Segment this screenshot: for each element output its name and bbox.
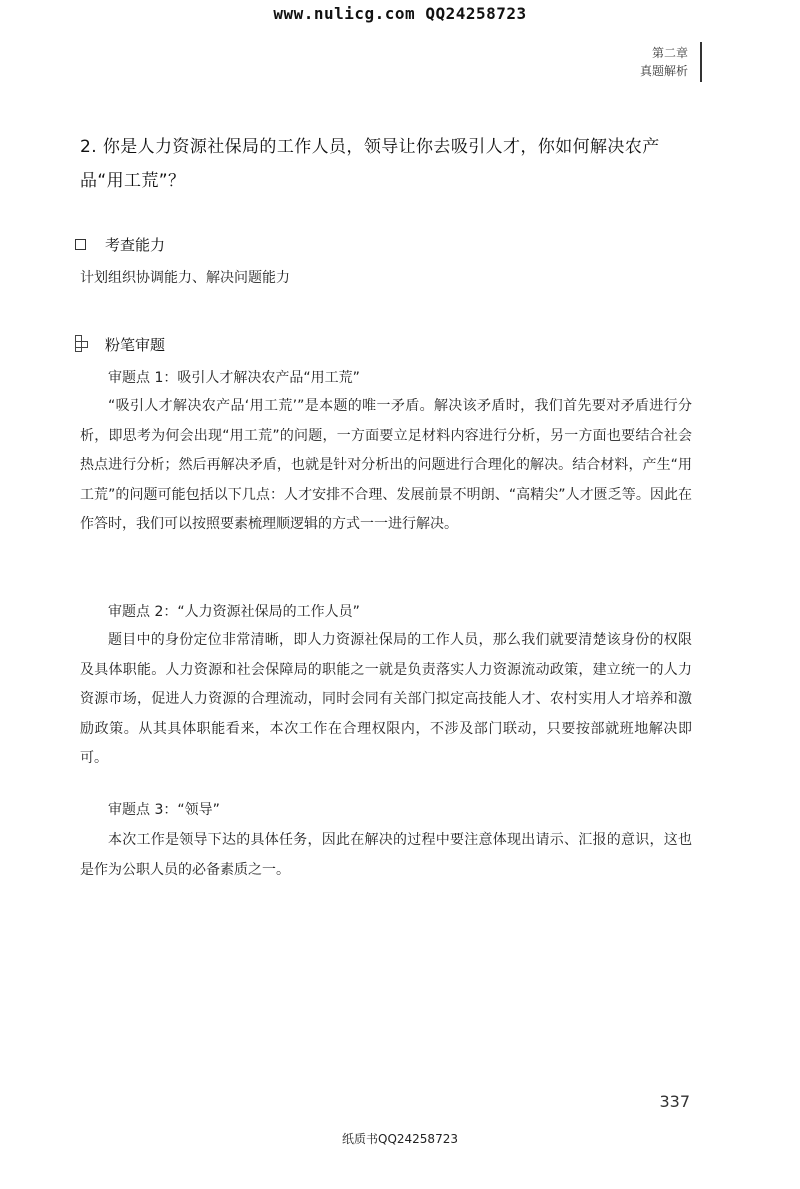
section-ability-title: 考查能力 bbox=[105, 236, 166, 254]
point1-body: “吸引人才解决农产品‘用工荒’”是本题的唯一矛盾。解决该矛盾时，我们首先要对矛盾进行分析，即思考为何会出现“用工荒”的问题，一方面要立足材料内容进行分析，另一方面也要结合社会热点进行分析；然后再解决矛盾，也就是针对分析出的问题进行合理化的解决。结合材料，产生“用工荒”的问题可能包括以下几点：人才安排不合理、发展前景不明朗、“高精尖”人才匮乏等。因此在作答时，我们可以按照要素梳理顺逻辑的方式一一进行解决。 bbox=[80, 398, 692, 532]
point2-body: 题目中的身份定位非常清晰，即人力资源社保局的工作人员，那么我们就要清楚该身份的权限及具体职能。人力资源和社会保障局的职能之一就是负责落实人力资源流动政策，建立统一的人力资源市场，促进人力资源的合理流动，同时会同有关部门拟定高技能人才、农村实用人才培养和激励政策。从其具体职能看来，本次工作在合理权限内，不涉及部门联动，只要按部就班地解决即可。 bbox=[80, 632, 692, 766]
chapter-title: 第二章 bbox=[651, 46, 688, 60]
section-review-title: 粉笔审题 bbox=[105, 336, 166, 354]
section-ability-content: 计划组织协调能力、解决问题能力 bbox=[80, 270, 290, 286]
chapter-divider bbox=[700, 42, 702, 82]
section-ability-heading bbox=[75, 234, 165, 255]
point2-title: 审题点 2：“人力资源社保局的工作人员” bbox=[108, 604, 360, 620]
top-watermark: www.nulicg.com QQ24258723 bbox=[273, 4, 527, 23]
page-number: 337 bbox=[659, 1092, 690, 1111]
point1-title: 审题点 1：吸引人才解决农产品“用工荒” bbox=[108, 370, 360, 386]
section-review-heading bbox=[75, 334, 165, 355]
point3-title: 审题点 3：“领导” bbox=[108, 802, 220, 818]
chapter-subtitle: 真题解析 bbox=[639, 64, 688, 78]
chapter-header bbox=[640, 44, 698, 80]
grid-icon bbox=[75, 335, 97, 355]
question-text: 2. 你是人力资源社保局的工作人员，领导让你去吸引人才，你如何解决农产品“用工荒”？ bbox=[80, 137, 660, 191]
square-icon bbox=[75, 236, 97, 254]
point3-body: 本次工作是领导下达的具体任务，因此在解决的过程中要注意体现出请示、汇报的意识，这也是作为公职人员的必备素质之一。 bbox=[80, 832, 692, 878]
bottom-watermark: 纸质书QQ24258723 bbox=[342, 1132, 458, 1146]
